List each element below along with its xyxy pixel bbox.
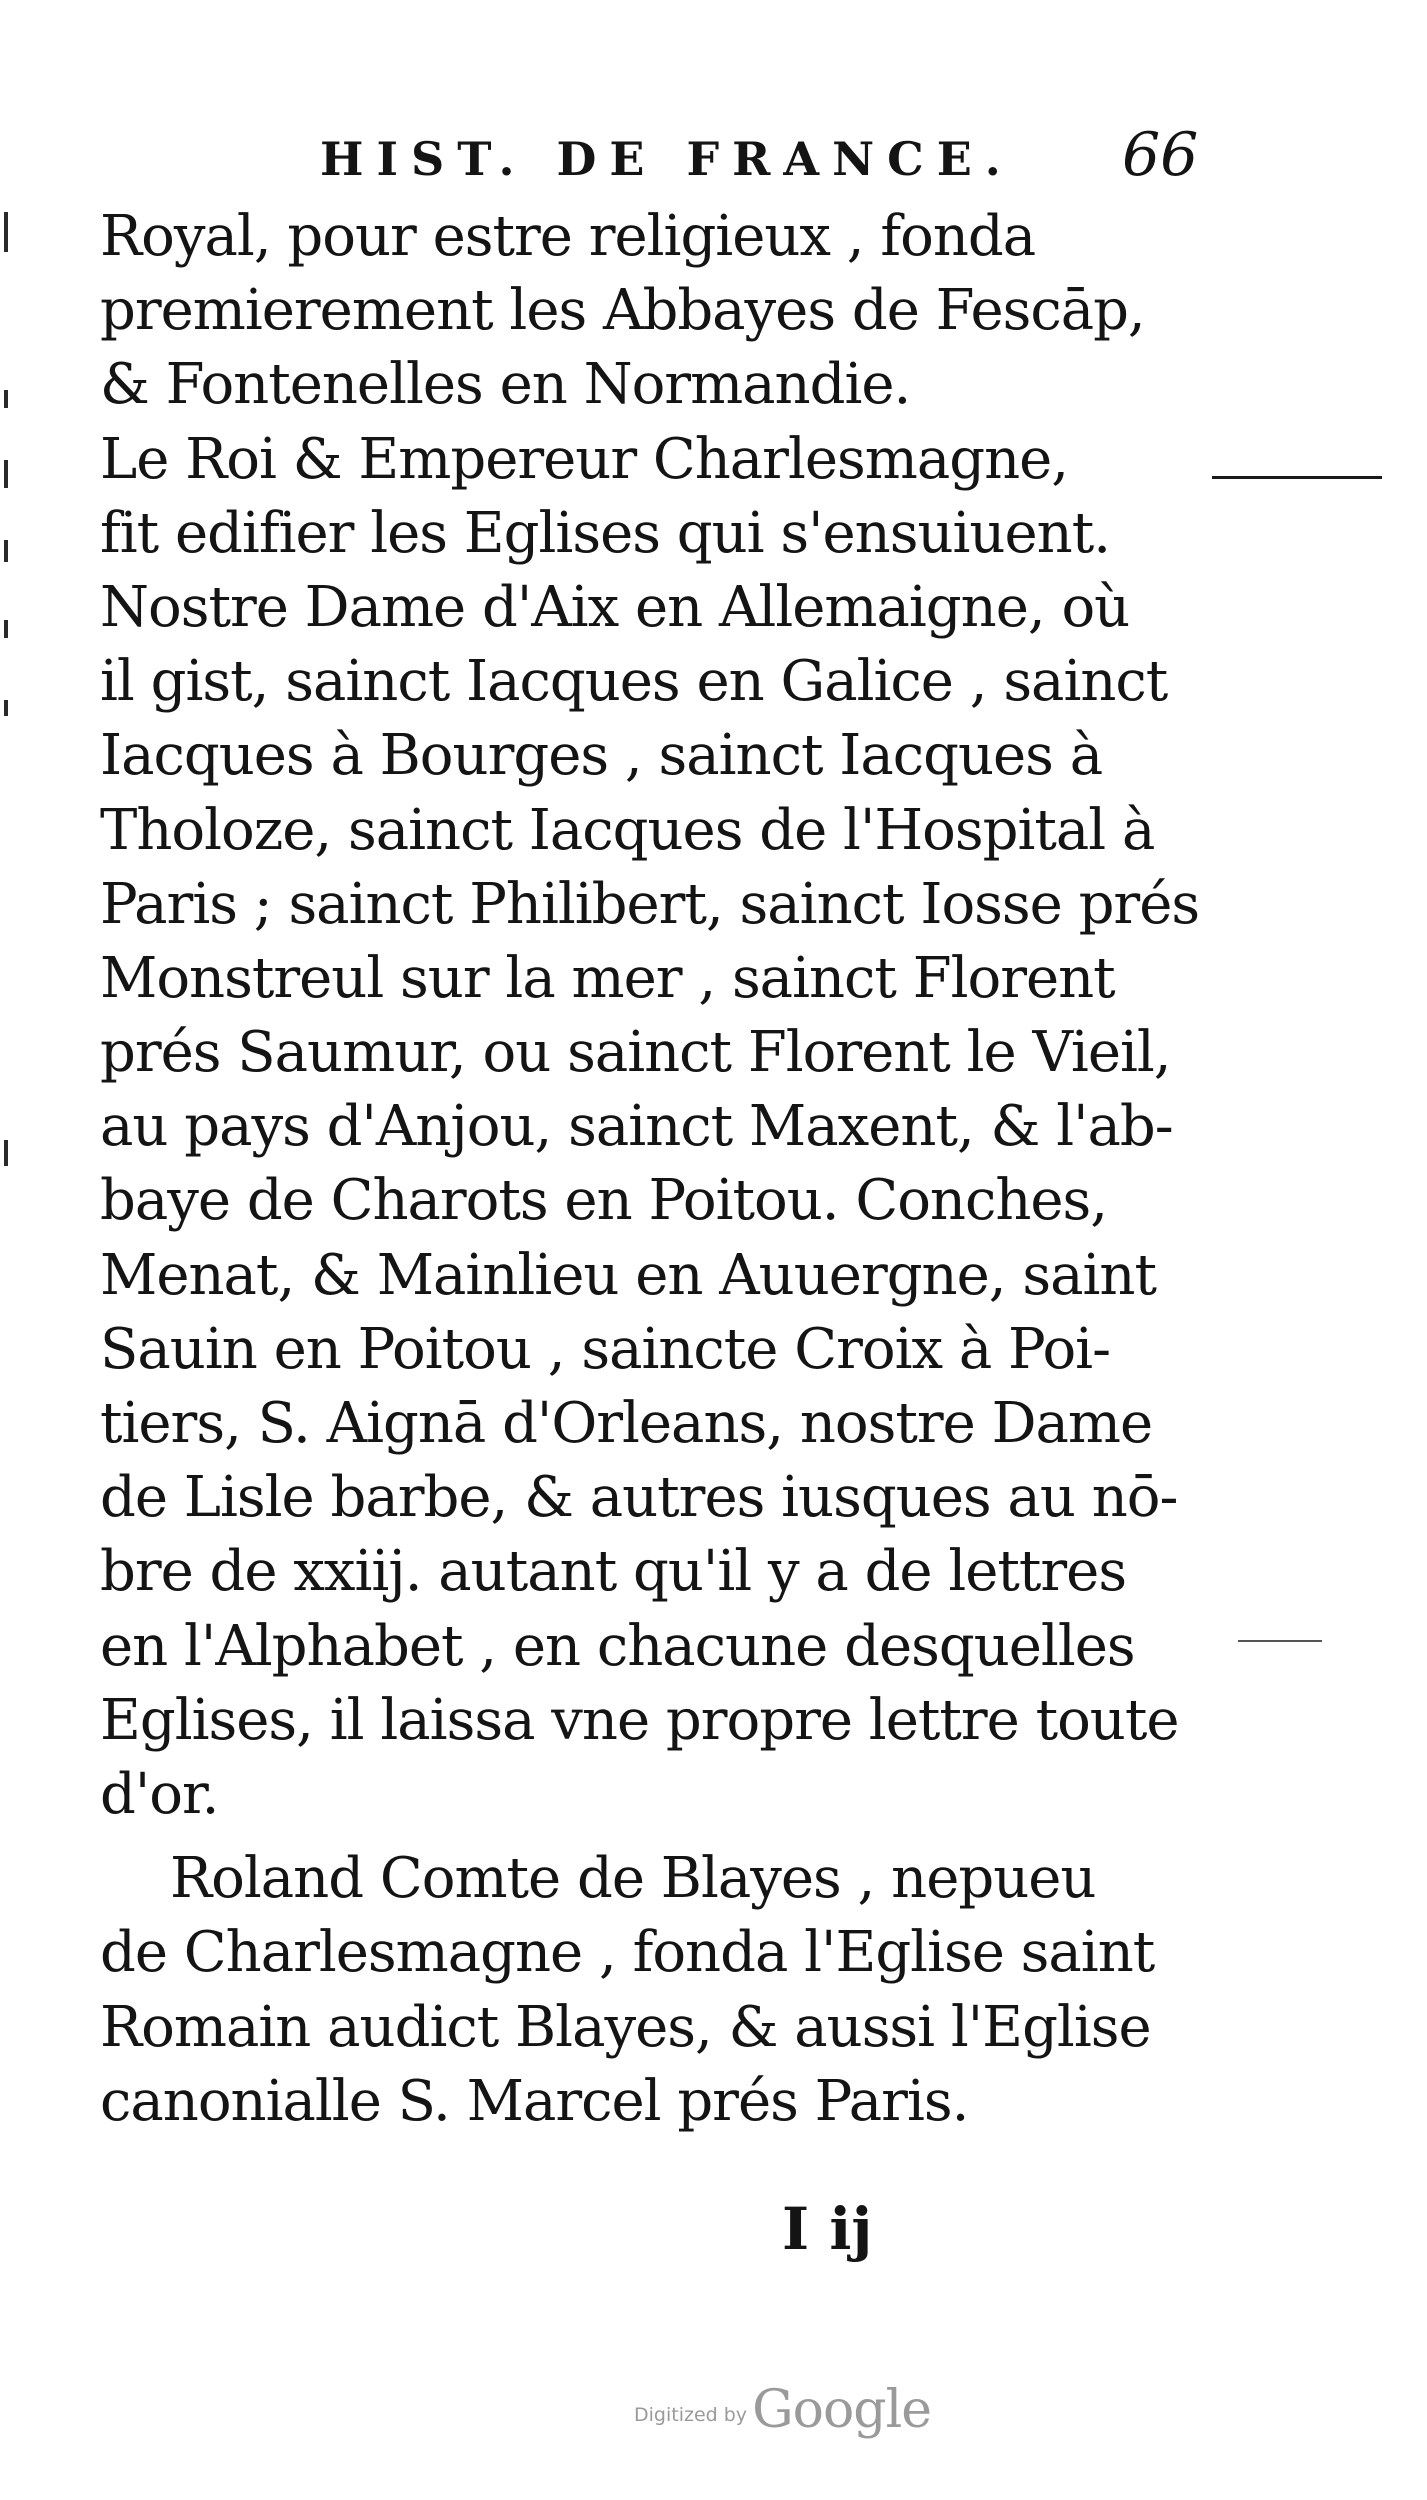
- signature-mark: I ij: [782, 2195, 873, 2263]
- edge-mark: [4, 540, 8, 562]
- text-line: Monstreul sur la mer , sainct Florent: [100, 945, 1115, 1011]
- edge-mark: [4, 620, 8, 638]
- text-line: & Fontenelles en Normandie.: [100, 352, 911, 418]
- text-line: baye de Charots en Poitou. Conches,: [100, 1168, 1108, 1234]
- text-line: Iacques à Bourges , sainct Iacques à: [100, 723, 1103, 789]
- margin-rule: [1238, 1640, 1322, 1642]
- edge-mark: [4, 1140, 8, 1166]
- text-line: en l'Alphabet , en chacune desquelles: [100, 1613, 1135, 1679]
- text-line: tiers, S. Aignā d'Orleans, nostre Dame: [100, 1391, 1153, 1456]
- text-line: Romain audict Blayes, & aussi l'Eglise: [100, 1994, 1151, 2060]
- edge-mark: [4, 212, 8, 252]
- margin-rule: [1212, 476, 1382, 479]
- text-line: premierement les Abbayes de Fescāp,: [100, 278, 1145, 344]
- text-line: prés Saumur, ou sainct Florent le Vieil,: [100, 1020, 1171, 1086]
- text-line: au pays d'Anjou, sainct Maxent, & l'ab-: [100, 1094, 1173, 1160]
- text-line: canonialle S. Marcel prés Paris.: [100, 2068, 969, 2134]
- text-line: Sauin en Poitou , saincte Croix à Poi-: [100, 1316, 1111, 1382]
- text-line: Nostre Dame d'Aix en Allemaigne, où: [100, 574, 1130, 640]
- text-line: Eglises, il laissa vne propre lettre toute: [100, 1687, 1179, 1753]
- text-line: de Charlesmagne , fonda l'Eglise saint: [100, 1920, 1155, 1986]
- body-text: [100, 200, 1200, 2139]
- text-line: Paris ; sainct Philibert, sainct Iosse prés: [100, 871, 1200, 937]
- text-line: Roland Comte de Blayes , nepueu: [170, 1846, 1096, 1912]
- watermark-brand: Google: [752, 2380, 931, 2440]
- text-line: il gist, sainct Iacques en Galice , sainct: [100, 649, 1168, 715]
- text-line: Le Roi & Empereur Charlesmagne,: [100, 426, 1069, 492]
- edge-mark: [4, 390, 8, 408]
- page-number: 66: [1122, 120, 1199, 190]
- running-title: HIST. DE FRANCE.: [320, 132, 1014, 186]
- edge-mark: [4, 700, 8, 716]
- text-line: d'or.: [100, 1761, 219, 1827]
- text-line: Royal, pour estre religieux , fonda: [100, 204, 1036, 269]
- text-line: fit edifier les Eglises qui s'ensuiuent.: [100, 500, 1110, 566]
- paragraph-gap: [100, 1832, 1200, 1842]
- digitized-watermark: [634, 2380, 931, 2440]
- edge-mark: [4, 460, 8, 488]
- text-line: bre de xxiij. autant qu'il y a de lettres: [100, 1539, 1127, 1605]
- text-line: de Lisle barbe, & autres iusques au nō-: [100, 1465, 1178, 1531]
- text-line: Menat, & Mainlieu en Auuergne, saint: [100, 1242, 1156, 1308]
- text-line: Tholoze, sainct Iacques de l'Hospital à: [100, 797, 1155, 863]
- watermark-prefix: Digitized by: [634, 2404, 748, 2426]
